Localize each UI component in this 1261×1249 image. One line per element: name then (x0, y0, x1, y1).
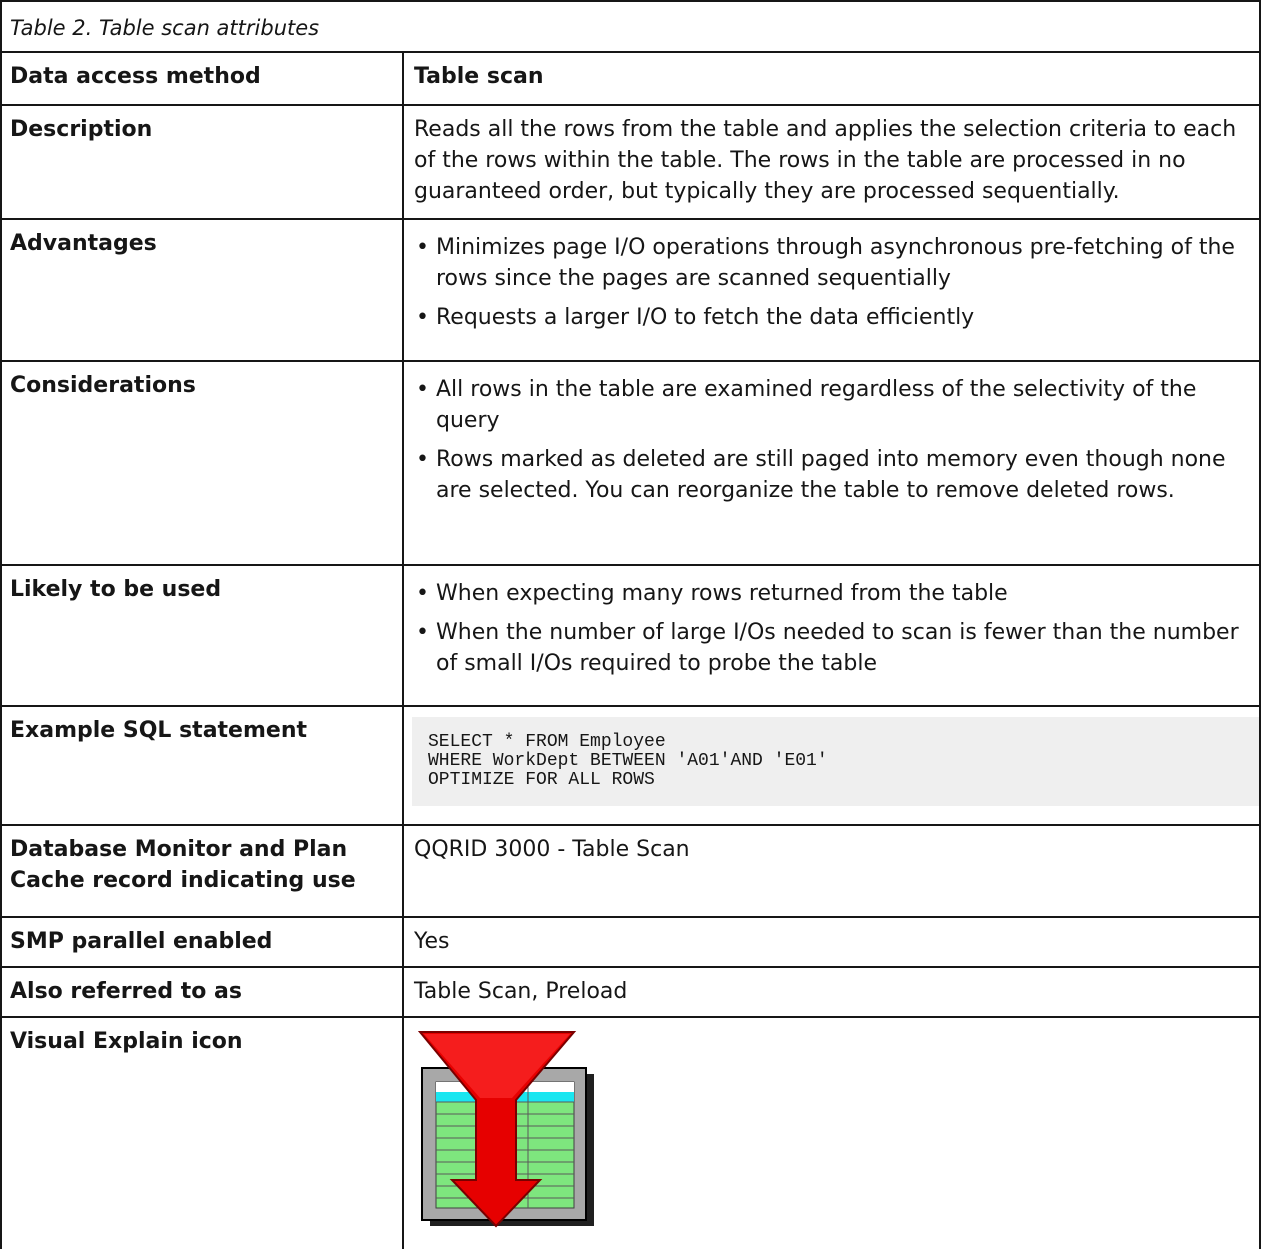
description-label: Description (2, 106, 404, 218)
table-caption: Table 2. Table scan attributes (2, 2, 1261, 53)
list-item: • Rows marked as deleted are still paged into memory even though none are selected. You can reorganize the table to remove deleted rows. (414, 444, 1259, 506)
example-value (404, 707, 1261, 824)
row-monitor (2, 826, 1261, 918)
likely-list (414, 578, 1259, 679)
row-likely-used (2, 566, 1261, 707)
table-header-row (2, 53, 1261, 106)
example-label: Example SQL statement (2, 707, 404, 824)
list-item: • When expecting many rows returned from the table (414, 578, 1259, 609)
icon-label: Visual Explain icon (2, 1018, 404, 1249)
list-item: • All rows in the table are examined regardless of the selectivity of the query (414, 374, 1259, 436)
smp-value: Yes (404, 918, 1261, 966)
smp-label: SMP parallel enabled (2, 918, 404, 966)
monitor-label: Database Monitor and Plan Cache record indicating use (2, 826, 404, 916)
list-item: • When the number of large I/Os needed to scan is fewer than the number of small I/Os required to probe the table (414, 617, 1259, 679)
row-description (2, 106, 1261, 220)
row-smp (2, 918, 1261, 968)
row-visual-explain (2, 1018, 1261, 1249)
table-scan-icon (418, 1030, 596, 1228)
considerations-list (414, 374, 1259, 506)
list-item: • Requests a larger I/O to fetch the data efficiently (414, 302, 1259, 333)
considerations-value (404, 362, 1261, 564)
row-aka (2, 968, 1261, 1018)
advantages-value (404, 220, 1261, 360)
considerations-label: Considerations (2, 362, 404, 564)
header-label: Data access method (2, 53, 404, 104)
description-text: Reads all the rows from the table and applies the selection criteria to each of the rows within the table. The rows in the table are processed in no guaranteed order, but typically they are processed sequentially. (404, 106, 1261, 218)
monitor-value: QQRID 3000 - Table Scan (404, 826, 1261, 916)
icon-value (404, 1018, 1261, 1249)
list-item: • Minimizes page I/O operations through asynchronous pre-fetching of the rows since the pages are scanned sequentially (414, 232, 1259, 294)
aka-value: Table Scan, Preload (404, 968, 1261, 1016)
advantages-label: Advantages (2, 220, 404, 360)
row-advantages (2, 220, 1261, 362)
likely-value (404, 566, 1261, 705)
advantages-list (414, 232, 1259, 333)
likely-label: Likely to be used (2, 566, 404, 705)
sql-code-block: SELECT * FROM Employee WHERE WorkDept BETWEEN 'A01'AND 'E01' OPTIMIZE FOR ALL ROWS (412, 717, 1259, 806)
row-considerations (2, 362, 1261, 566)
aka-label: Also referred to as (2, 968, 404, 1016)
row-example-sql (2, 707, 1261, 826)
header-value: Table scan (404, 53, 1261, 104)
